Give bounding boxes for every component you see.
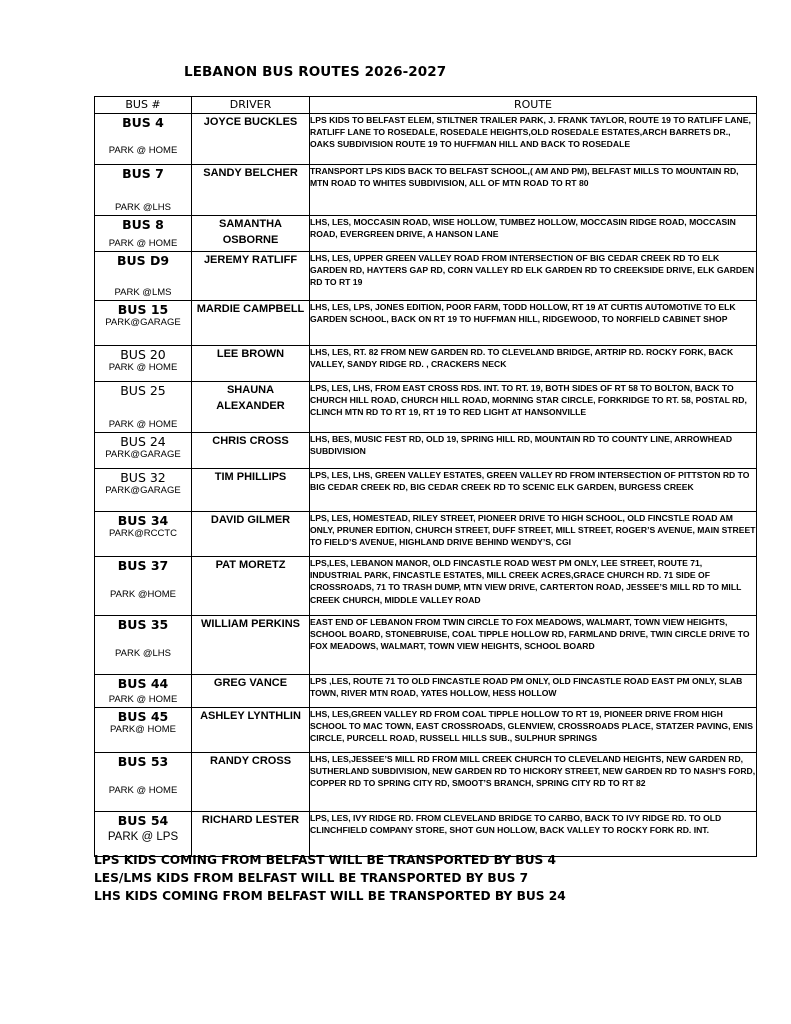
table-row [95, 382, 757, 433]
route-description: LPS ,LES, ROUTE 71 TO OLD FINCASTLE ROAD PM ONLY, OLD FINCASTLE ROAD EAST PM ONLY, SLAB TOWN, RIVER MTN ROAD, YATES HOLLOW, HESS HOLLOW [310, 675, 757, 708]
driver-name: JOYCE BUCKLES [192, 114, 310, 165]
park-location: PARK @ HOME [108, 238, 178, 249]
bus-cell [95, 812, 192, 857]
park-location: PARK@GARAGE [105, 485, 181, 496]
route-description: LPS,LES, LEBANON MANOR, OLD FINCASTLE ROAD WEST PM ONLY, LEE STREET, ROUTE 71, INDUSTRIAL PARK, FINCASTLE ESTATES, MILL CREEK ACRES,GRACE CHURCH RD. 71 SIDE OF CROSSROADS, 71 TO TRASH DUMP, MTN VIEW DRIVE, CARTERTON ROAD, JESSEE’S MILL RD TO MILL CREEK CHURCH, MIDDLE VALLEY ROAD [310, 557, 757, 616]
table-row [95, 165, 757, 216]
page-title: LEBANON BUS ROUTES 2026-2027 [184, 64, 447, 80]
driver-name: TIM PHILLIPS [192, 469, 310, 512]
column-header-driver: DRIVER [192, 97, 310, 114]
table-row [95, 557, 757, 616]
bus-number: BUS 15 [117, 302, 169, 317]
footnote-bus-4: LPS KIDS COMING FROM BELFAST WILL BE TRANSPORTED BY BUS 4 [94, 853, 556, 867]
table-row [95, 469, 757, 512]
bus-cell [95, 433, 192, 469]
driver-name: CHRIS CROSS [192, 433, 310, 469]
park-location: PARK@GARAGE [105, 449, 181, 460]
bus-number: BUS 45 [117, 709, 169, 724]
route-description: LHS, LES,JESSEE’S MILL RD FROM MILL CREEK CHURCH TO CLEVELAND HEIGHTS, NEW GARDEN RD, SUTHERLAND SUBDIVISION, NEW GARDEN RD TO HICKORY STREET, NEW GARDEN RD TO NASH’S FORD, COPPER RD TO SPRING CITY RD, SMOOT’S BRANCH, SPRING CITY RD TO RT 82 [310, 753, 757, 812]
bus-number: BUS 35 [117, 617, 169, 632]
park-location: PARK @ LPS [107, 831, 179, 843]
route-description: TRANSPORT LPS KIDS BACK TO BELFAST SCHOOL,( AM AND PM), BELFAST MILLS TO MOUNTAIN RD, MTN ROAD TO WHITES SUBDIVISION, ALL OF MTN ROAD TO RT 80 [310, 165, 757, 216]
table-row [95, 708, 757, 753]
route-description: LPS, LES, IVY RIDGE RD. FROM CLEVELAND BRIDGE TO CARBO, BACK TO IVY RIDGE RD. TO OLD CLINCHFIELD COMPANY STORE, SHOT GUN HOLLOW, BACK VALLEY TO ROCKY FORK RD. INT. [310, 812, 757, 857]
bus-cell [95, 512, 192, 557]
table-row [95, 616, 757, 675]
park-location: PARK @ HOME [108, 694, 178, 705]
route-description: LPS KIDS TO BELFAST ELEM, STILTNER TRAILER PARK, J. FRANK TAYLOR, ROUTE 19 TO RATLIFF LANE, RATLIFF LANE TO ROSEDALE, ROSEDALE HEIGHTS,OLD ROSEDALE ESTATES,ARCH BARRETS DR., OAKS SUBDIVISION ROUTE 19 TO HUFFMAN HILL AND BACK TO ROSEDALE [310, 114, 757, 165]
footnote-bus-24: LHS KIDS COMING FROM BELFAST WILL BE TRANSPORTED BY BUS 24 [94, 889, 566, 903]
route-description: LHS, LES, RT. 82 FROM NEW GARDEN RD. TO CLEVELAND BRIDGE, ARTRIP RD. ROCKY FORK, BACK VALLEY, SANDY RIDGE RD. , CRACKERS NECK [310, 346, 757, 382]
driver-name: PAT MORETZ [192, 557, 310, 616]
driver-name: DAVID GILMER [192, 512, 310, 557]
table-row [95, 301, 757, 346]
park-location: PARK @HOME [110, 589, 176, 600]
bus-number: BUS 44 [117, 676, 169, 691]
route-description: LPS, LES, LHS, FROM EAST CROSS RDS. INT. TO RT. 19, BOTH SIDES OF RT 58 TO BOLTON, BACK TO CHURCH HILL ROAD, CHURCH HILL ROAD, MORNING STAR CIRCLE, FORKRIDGE TO RT. 58, POSTAL RD, CLINCH MTN RD TO RT 19, RT 19 TO RED LIGHT AT HANSONVILLE [310, 382, 757, 433]
bus-cell [95, 382, 192, 433]
route-description: EAST END OF LEBANON FROM TWIN CIRCLE TO FOX MEADOWS, WALMART, TOWN VIEW HEIGHTS, SCHOOL BOARD, STONEBRUISE, COAL TIPPLE HOLLOW RD, FARMLAND DRIVE, TWIN CIRCLE DRIVE TO FOX MEADOWS, WALMART, TOWN VIEW HEIGHTS, SCHOOL BOARD [310, 616, 757, 675]
bus-number: BUS 25 [120, 383, 166, 398]
bus-cell [95, 346, 192, 382]
column-header-route: ROUTE [310, 97, 757, 114]
table-row [95, 252, 757, 301]
footnote-bus-7: LES/LMS KIDS FROM BELFAST WILL BE TRANSPORTED BY BUS 7 [94, 871, 529, 885]
bus-number: BUS 54 [117, 813, 169, 828]
park-location: PARK @ HOME [108, 785, 178, 796]
route-description: LPS, LES, LHS, GREEN VALLEY ESTATES, GREEN VALLEY RD FROM INTERSECTION OF PITTSTON RD TO BIG CEDAR CREEK RD, BIG CEDAR CREEK RD TO SCENIC ELK GARDEN, BURGESS CREEK [310, 469, 757, 512]
park-location: PARK @ HOME [108, 362, 178, 373]
column-header-bus: BUS # [95, 97, 192, 114]
table-row [95, 433, 757, 469]
driver-name: RANDY CROSS [192, 753, 310, 812]
bus-number: BUS D9 [116, 253, 170, 268]
bus-cell [95, 114, 192, 165]
bus-cell [95, 708, 192, 753]
bus-number: BUS 34 [117, 513, 169, 528]
driver-name: JEREMY RATLIFF [192, 252, 310, 301]
bus-number: BUS 7 [122, 166, 164, 181]
driver-name: SHAUNA ALEXANDER [192, 382, 310, 433]
table-row [95, 753, 757, 812]
table-row [95, 512, 757, 557]
park-location: PARK @LMS [114, 287, 172, 298]
park-location: PARK@RCCTC [108, 528, 178, 539]
table-header-row [95, 97, 757, 114]
table-row [95, 216, 757, 252]
bus-number: BUS 37 [117, 558, 169, 573]
driver-name: RICHARD LESTER [192, 812, 310, 857]
bus-cell [95, 301, 192, 346]
bus-number: BUS 20 [120, 347, 166, 362]
bus-cell [95, 216, 192, 252]
driver-name: SAMANTHA OSBORNE [192, 216, 310, 252]
bus-cell [95, 675, 192, 708]
bus-cell [95, 557, 192, 616]
route-description: LHS, LES,GREEN VALLEY RD FROM COAL TIPPLE HOLLOW TO RT 19, PIONEER DRIVE FROM HIGH SCHOOL TO MAC TOWN, EAST CROSSROADS, GLENVIEW, CROSSROADS PLACE, STATZER PAVING, ENIS CIRCLE, PURCELL ROAD, RUSSELL HILLS SUB., SULPHUR SPRINGS [310, 708, 757, 753]
park-location: PARK @ HOME [108, 145, 178, 156]
bus-cell [95, 616, 192, 675]
bus-number: BUS 24 [120, 434, 166, 449]
park-location: PARK @ HOME [108, 419, 178, 430]
driver-name: MARDIE CAMPBELL [192, 301, 310, 346]
footnotes [94, 851, 566, 905]
driver-name: ASHLEY LYNTHLIN [192, 708, 310, 753]
bus-number: BUS 32 [120, 470, 166, 485]
driver-name: SANDY BELCHER [192, 165, 310, 216]
bus-cell [95, 469, 192, 512]
route-description: LHS, BES, MUSIC FEST RD, OLD 19, SPRING HILL RD, MOUNTAIN RD TO COUNTY LINE, ARROWHEAD SUBDIVISION [310, 433, 757, 469]
table-row [95, 114, 757, 165]
bus-cell [95, 165, 192, 216]
route-description: LHS, LES, MOCCASIN ROAD, WISE HOLLOW, TUMBEZ HOLLOW, MOCCASIN RIDGE ROAD, MOCCASIN ROAD, EVERGREEN DRIVE, A HANSON LANE [310, 216, 757, 252]
park-location: PARK@ HOME [110, 724, 176, 735]
bus-number: BUS 4 [122, 115, 164, 130]
route-description: LHS, LES, UPPER GREEN VALLEY ROAD FROM INTERSECTION OF BIG CEDAR CREEK RD TO ELK GARDEN RD, HAYTERS GAP RD, CORN VALLEY RD ELK GARDEN RD TO CREEKSIDE DRIVE, ELK GARDEN RD TO RT 19 [310, 252, 757, 301]
bus-number: BUS 8 [122, 217, 164, 232]
park-location: PARK @LHS [115, 202, 171, 213]
park-location: PARK@GARAGE [105, 317, 181, 328]
driver-name: LEE BROWN [192, 346, 310, 382]
table-row [95, 812, 757, 857]
table-row [95, 675, 757, 708]
bus-cell [95, 252, 192, 301]
bus-routes-table [94, 96, 757, 857]
table-row [95, 346, 757, 382]
route-description: LHS, LES, LPS, JONES EDITION, POOR FARM, TODD HOLLOW, RT 19 AT CURTIS AUTOMOTIVE TO ELK GARDEN SCHOOL, BACK ON RT 19 TO HUFFMAN HILL, RIDGEWOOD, TO NORFIELD CABINET SHOP [310, 301, 757, 346]
bus-number: BUS 53 [117, 754, 169, 769]
route-description: LPS, LES, HOMESTEAD, RILEY STREET, PIONEER DRIVE TO HIGH SCHOOL, OLD FINCSTLE ROAD AM ONLY, PRUNER EDITION, CHURCH STREET, DUFF STREET, MILL STREET, ROGER’S AVENUE, MAIN STREET TO FIELD’S AVENUE, HIGHLAND DRIVE BEHIND WENDY’S, CGI [310, 512, 757, 557]
driver-name: GREG VANCE [192, 675, 310, 708]
driver-name: WILLIAM PERKINS [192, 616, 310, 675]
park-location: PARK @LHS [115, 648, 171, 659]
bus-cell [95, 753, 192, 812]
